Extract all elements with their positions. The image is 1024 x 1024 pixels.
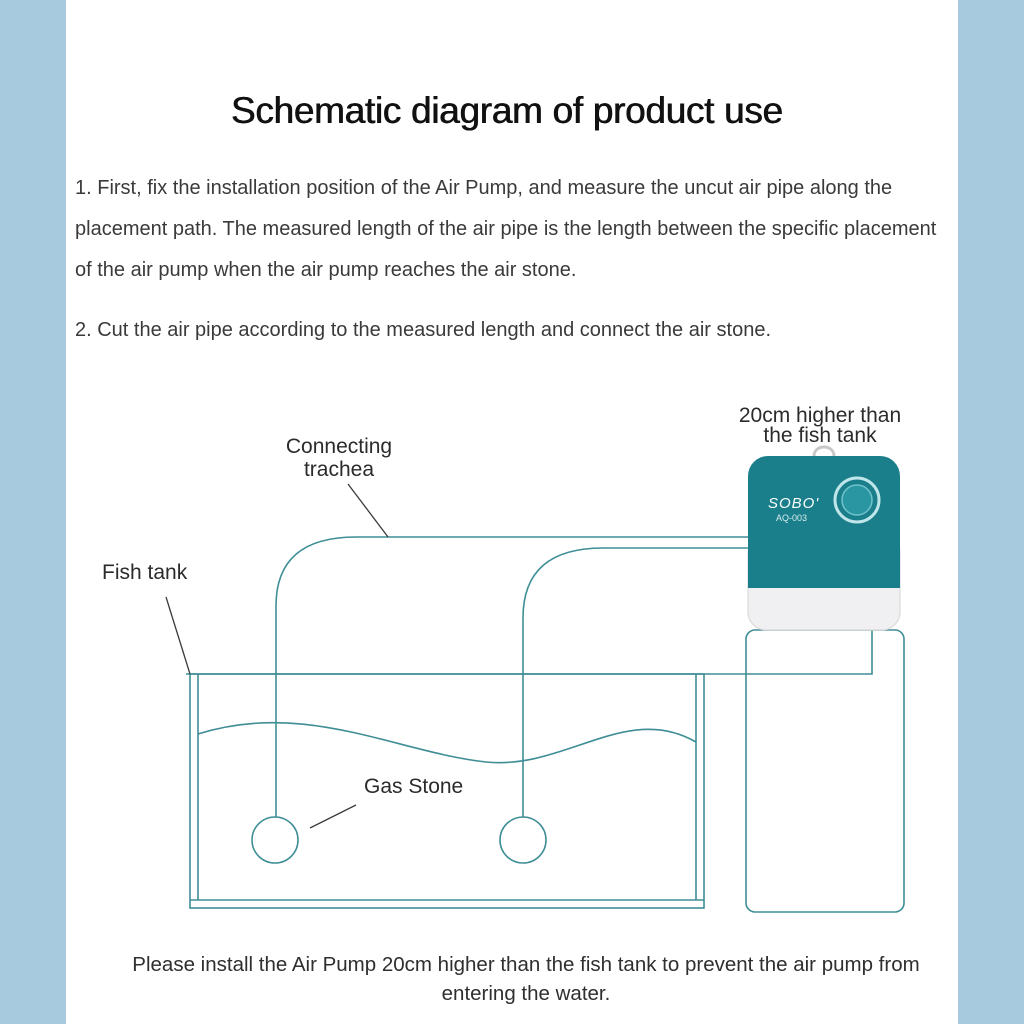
pump-brand-label: SOBO'	[768, 495, 820, 512]
tank-label: Fish tank	[102, 561, 188, 584]
step-1-text: 1. First, fix the installation position of the Air Pump, and measure the uncut air pipe along the placement path. The measured length of the air pipe is the length between the specific placement of the air pump when the air pump reaches the air stone.	[75, 177, 937, 281]
page-title: Schematic diagram of product use	[231, 90, 783, 131]
tube-label-line-1: Connecting	[285, 435, 393, 458]
stone-label: Gas Stone	[364, 775, 464, 798]
gas-stone-right	[500, 817, 546, 863]
gas-stone-left	[252, 817, 298, 863]
step-2-text: 2. Cut the air pipe according to the measured length and connect the air stone.	[75, 319, 771, 341]
tube-label-line-2: trachea	[303, 458, 375, 481]
air-pump	[748, 447, 900, 630]
install-note: Please install the Air Pump 20cm higher than the fish tank to prevent the air pump from entering the water.	[132, 953, 920, 1005]
pump-stand	[746, 630, 904, 912]
height-label-line-2: the fish tank	[763, 424, 877, 447]
leader-lines	[166, 484, 388, 828]
pump-model-label: AQ-003	[776, 513, 808, 523]
content-panel	[66, 0, 958, 1024]
height-label-line-1: 20cm higher than	[738, 404, 902, 427]
usage-diagram	[66, 0, 958, 1024]
water-surface	[198, 723, 696, 763]
